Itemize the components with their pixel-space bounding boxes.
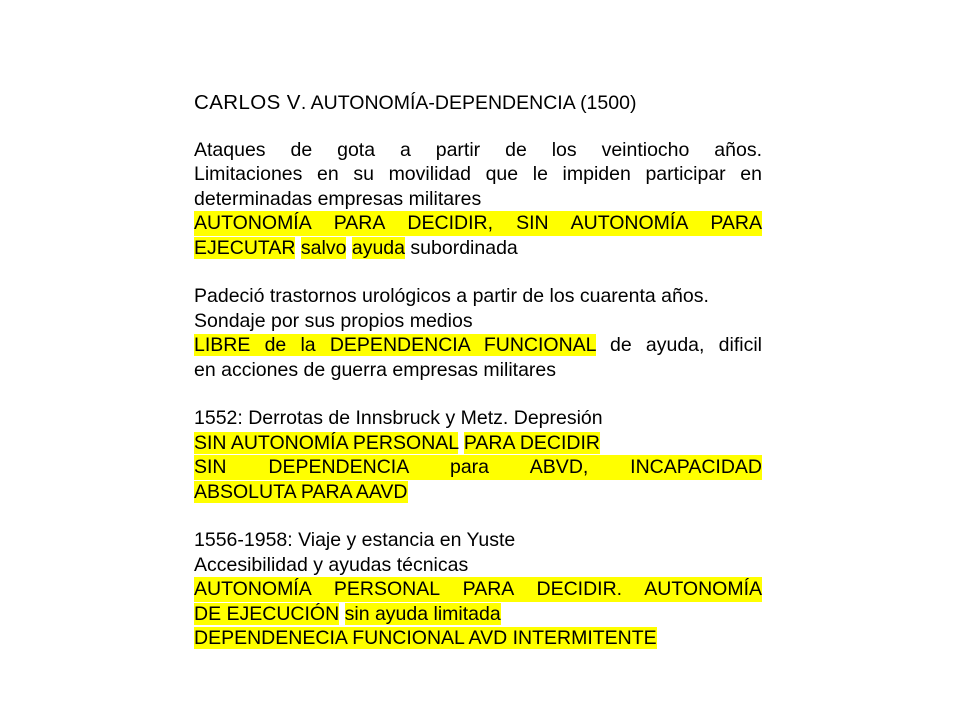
- text-line: Padeció trastornos urológicos a partir de los cuarenta años.: [194, 285, 709, 308]
- text-line: en acciones de guerra empresas militares: [194, 358, 557, 381]
- text-line: [194, 333, 762, 357]
- highlight-span: LIBRE de la DEPENDENCIA FUNCIONAL: [194, 334, 596, 357]
- highlight-span: DEPENDENECIA FUNCIONAL AVD INTERMITENTE: [194, 627, 657, 650]
- text-line: Limitaciones en su movilidad que le impiden participar en: [194, 163, 762, 186]
- highlight-span: PARA DECIDIR: [463, 431, 600, 454]
- paragraph-yuste: [194, 528, 762, 650]
- text-line: Sondaje por sus propios medios: [194, 309, 473, 332]
- highlight-span: salvo: [300, 236, 347, 259]
- slide-title: [194, 88, 762, 118]
- spacer: [194, 504, 762, 528]
- text-line: 1552: Derrotas de Innsbruck y Metz. Depresión: [194, 407, 603, 430]
- highlighted-line: SIN DEPENDENCIA para ABVD, INCAPACIDAD: [194, 456, 762, 479]
- text-line: [194, 480, 762, 504]
- spacer: [194, 260, 762, 284]
- spacer: [194, 382, 762, 406]
- plain-span: subordinada: [405, 236, 518, 259]
- paragraph-gout: [194, 138, 762, 260]
- slide-text: [194, 88, 762, 650]
- paragraph-urology: [194, 284, 762, 382]
- plain-span: de ayuda, dificil: [595, 334, 762, 357]
- title-rest: . AUTONOMÍA-DEPENDENCIA (1500): [300, 92, 637, 114]
- paragraph-defeats: [194, 406, 762, 504]
- text-line: Accesibilidad y ayudas técnicas: [194, 553, 469, 576]
- text-line: [194, 602, 762, 626]
- highlight-span: EJECUTAR: [194, 236, 296, 259]
- text-line: [194, 626, 762, 650]
- highlight-span: SIN AUTONOMÍA PERSONAL: [194, 431, 459, 454]
- highlight-span: ABSOLUTA PARA AAVD: [194, 480, 408, 503]
- highlight-span: sin ayuda limitada: [344, 602, 501, 625]
- highlighted-line: AUTONOMÍA PERSONAL PARA DECIDIR. AUTONOMÍA: [194, 578, 762, 601]
- text-line: 1556-1958: Viaje y estancia en Yuste: [194, 529, 516, 552]
- text-line: [194, 236, 762, 260]
- text-line: Ataques de gota a partir de los veintiocho años.: [194, 139, 762, 161]
- highlight-span: DE EJECUCIÓN: [194, 602, 340, 625]
- highlight-span: ayuda: [351, 236, 405, 259]
- text-line: determinadas empresas militares: [194, 187, 482, 210]
- text-line: [194, 431, 762, 455]
- highlighted-line: AUTONOMÍA PARA DECIDIR, SIN AUTONOMÍA PARA: [194, 212, 762, 235]
- title-lead: CARLOS V: [194, 91, 301, 114]
